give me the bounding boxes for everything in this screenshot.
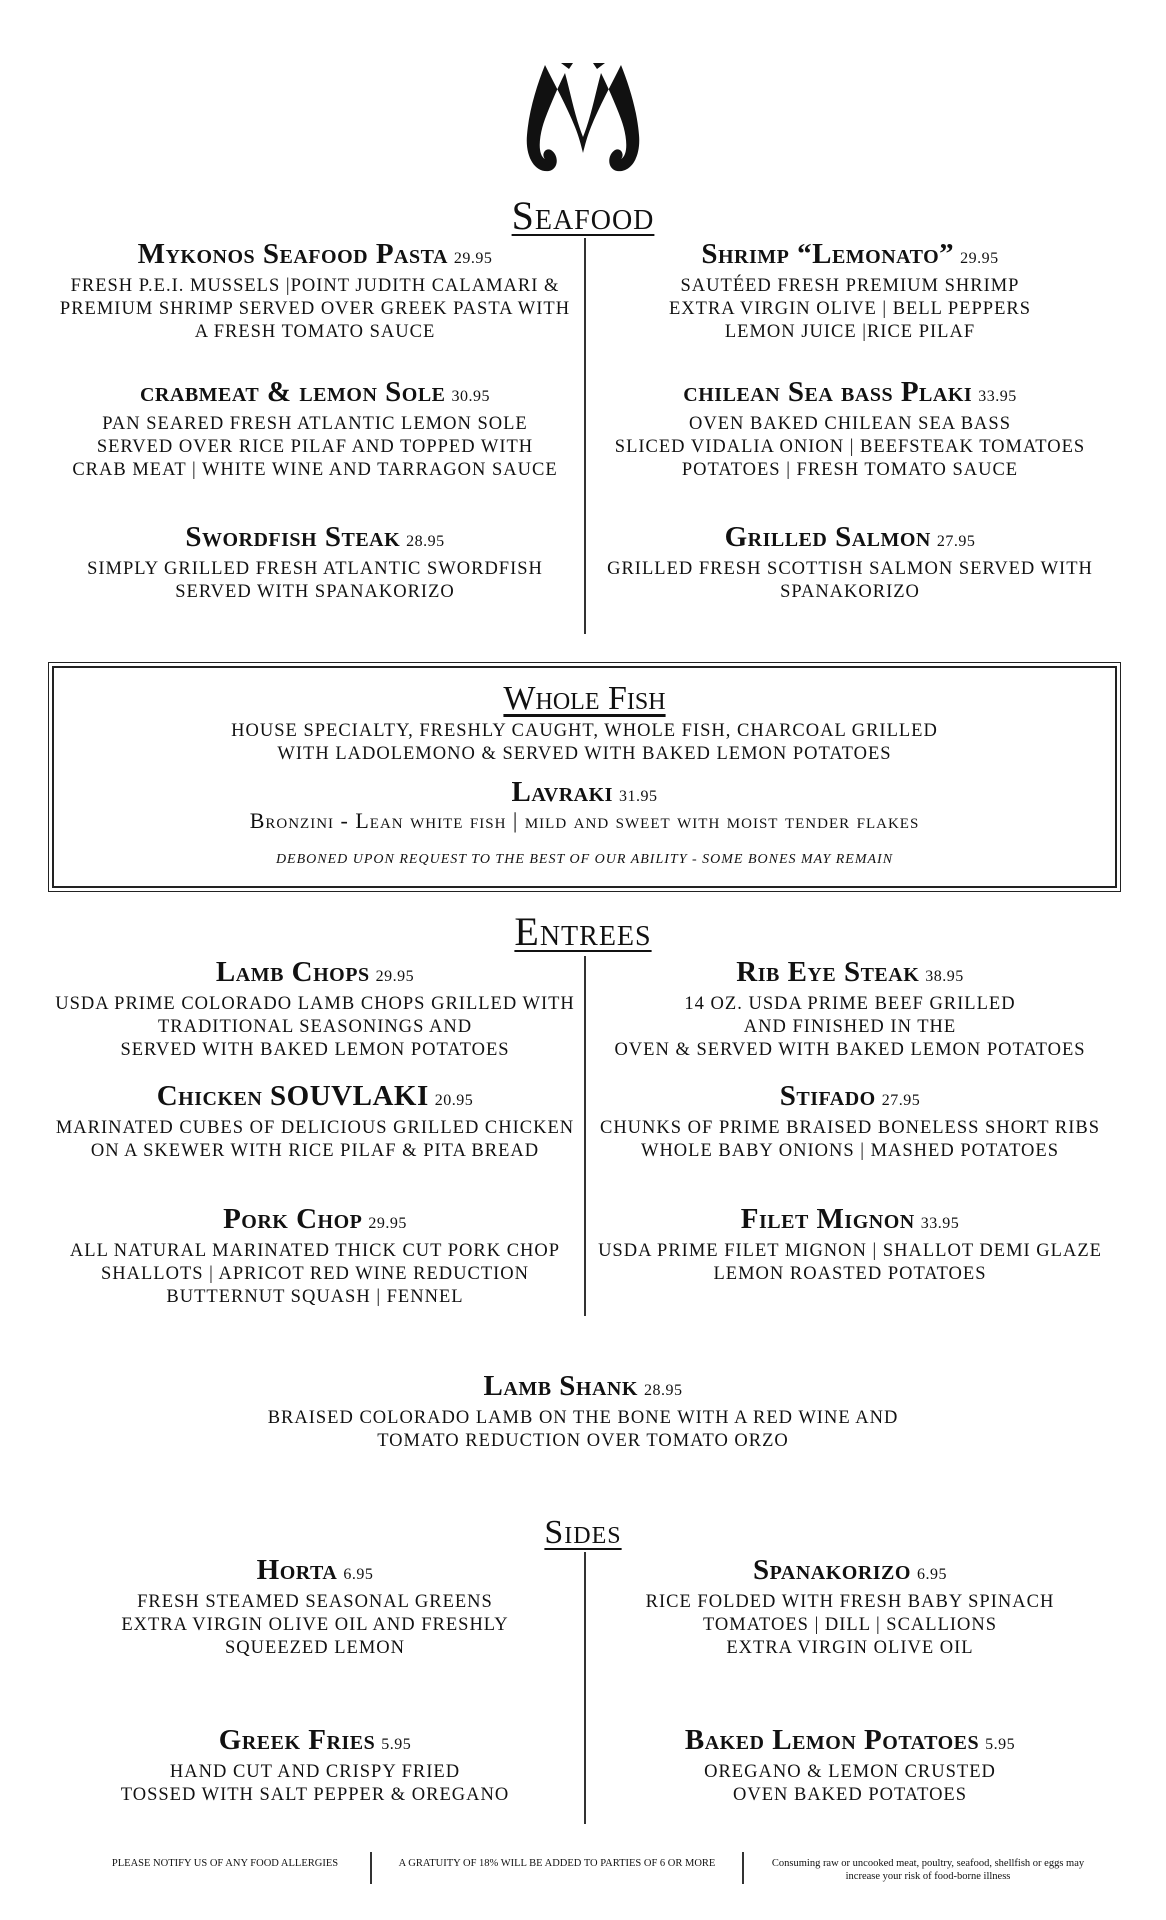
menu-item: Pork Chop 29.95 ALL NATURAL MARINATED THICK CUT PORK CHOP SHALLOTS | APRICOT RED WINE REDUCTION BUTTERNUT SQUASH | FENNEL	[69, 1203, 561, 1307]
menu-item: Filet Mignon 33.95 USDA PRIME FILET MIGNON | SHALLOT DEMI GLAZE LEMON ROASTED POTATOES	[598, 1203, 1102, 1284]
footer-divider	[742, 1852, 744, 1884]
restaurant-logo-m	[515, 55, 651, 180]
section-title-seafood: Seafood	[511, 193, 655, 238]
menu-item: chilean Sea bass Plaki 33.95 OVEN BAKED CHILEAN SEA BASS SLICED VIDALIA ONION | BEEFSTEAK TOMATOES POTATOES | FRESH TOMATO SAUCE	[614, 376, 1086, 480]
menu-item: Rib Eye Steak 38.95 14 OZ. USDA PRIME BEEF GRILLED AND FINISHED IN THE OVEN & SERVED WITH BAKED LEMON POTATOES	[614, 956, 1086, 1060]
menu-item: Stifado 27.95 CHUNKS OF PRIME BRAISED BONELESS SHORT RIBS WHOLE BABY ONIONS | MASHED POTATOES	[599, 1080, 1101, 1161]
deboned-note: DEBONED UPON REQUEST TO THE BEST OF OUR ABILITY - SOME BONES MAY REMAIN	[275, 852, 894, 867]
footer-consumer-warning: Consuming raw or uncooked meat, poultry, seafood, shellfish or eggs may increase your risk of food-borne illness	[771, 1858, 1085, 1882]
section-title-whole-fish: Whole Fish	[503, 680, 666, 717]
menu-item: Grilled Salmon 27.95 GRILLED FRESH SCOTTISH SALMON SERVED WITH SPANAKORIZO	[607, 521, 1093, 602]
footer-divider	[370, 1852, 372, 1884]
menu-item: Spanakorizo 6.95 RICE FOLDED WITH FRESH BABY SPINACH TOMATOES | DILL | SCALLIONS EXTRA VIRGIN OLIVE OIL	[645, 1554, 1055, 1658]
menu-item: Horta 6.95 FRESH STEAMED SEASONAL GREENS EXTRA VIRGIN OLIVE OIL AND FRESHLY SQUEEZED LEMON	[121, 1554, 509, 1658]
footer-allergies: PLEASE NOTIFY US OF ANY FOOD ALLERGIES	[111, 1858, 339, 1869]
menu-item: crabmeat & lemon Sole 30.95 PAN SEARED FRESH ATLANTIC LEMON SOLE SERVED OVER RICE PILAF AND TOPPED WITH CRAB MEAT | WHITE WINE AND TARRAGON SAUCE	[72, 376, 558, 480]
menu-item: Swordfish Steak 28.95 SIMPLY GRILLED FRESH ATLANTIC SWORDFISH SERVED WITH SPANAKORIZO	[87, 521, 543, 602]
menu-item: Chicken SOUVLAKI 20.95 MARINATED CUBES OF DELICIOUS GRILLED CHICKEN ON A SKEWER WITH RICE PILAF & PITA BREAD	[55, 1080, 575, 1161]
menu-item: Lamb Shank 28.95 BRAISED COLORADO LAMB ON THE BONE WITH A RED WINE AND TOMATO REDUCTION OVER TOMATO ORZO	[267, 1370, 899, 1451]
menu-item: Greek Fries 5.95 HAND CUT AND CRISPY FRIED TOSSED WITH SALT PEPPER & OREGANO	[120, 1724, 510, 1805]
footer-gratuity: A GRATUITY OF 18% WILL BE ADDED TO PARTIES OF 6 OR MORE	[398, 1858, 716, 1869]
whole-fish-box	[52, 666, 1117, 888]
menu-item: Baked Lemon Potatoes 5.95 OREGANO & LEMON CRUSTED OVEN BAKED POTATOES	[684, 1724, 1016, 1805]
column-divider	[584, 956, 586, 1316]
menu-item-desc: Bronzini - Lean white fish | mild and sweet with moist tender flakes	[249, 808, 920, 833]
column-divider	[584, 1552, 586, 1824]
menu-item: Lamb Chops 29.95 USDA PRIME COLORADO LAMB CHOPS GRILLED WITH TRADITIONAL SEASONINGS AND SERVED WITH BAKED LEMON POTATOES	[55, 956, 575, 1060]
column-divider	[584, 238, 586, 634]
menu-item: Mykonos Seafood Pasta 29.95 FRESH P.E.I. MUSSELS |POINT JUDITH CALAMARI & PREMIUM SHRIMP SERVED OVER GREEK PASTA WITH A FRESH TOMATO SAUCE	[59, 238, 571, 342]
menu-item: Shrimp “Lemonato” 29.95 SAUTÉED FRESH PREMIUM SHRIMP EXTRA VIRGIN OLIVE | BELL PEPPERS LEMON JUICE |RICE PILAF	[668, 238, 1031, 342]
menu-item-name: Lavraki 31.95	[511, 776, 658, 808]
section-title-entrees: Entrees	[514, 909, 652, 954]
section-title-sides: Sides	[544, 1514, 622, 1551]
whole-fish-intro: HOUSE SPECIALTY, FRESHLY CAUGHT, WHOLE FISH, CHARCOAL GRILLED WITH LADOLEMONO & SERVED WITH BAKED LEMON POTATOES	[231, 721, 938, 764]
